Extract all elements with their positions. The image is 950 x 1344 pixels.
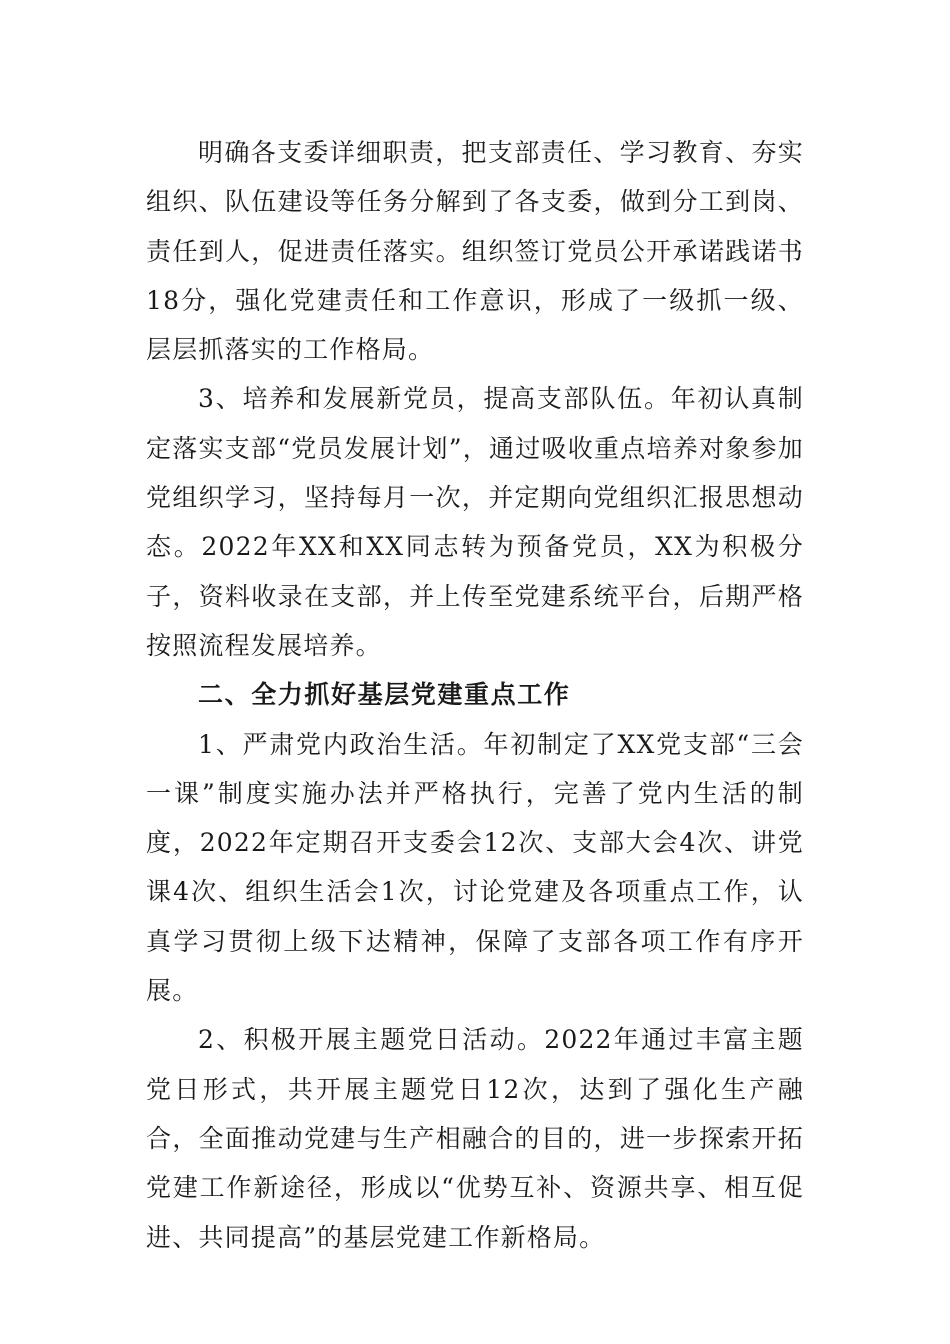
document-body bbox=[146, 128, 804, 1262]
paragraph-new-members: 3、培养和发展新党员，提高支部队伍。年初认真制定落实支部“党员发展计划”，通过吸收重点培养对象参加党组织学习，坚持每月一次，并定期向党组织汇报思想动态。2022年XX和XX同志转为预备党员，XX为积极分子，资料收录在支部，并上传至党建系统平台，后期严格按照流程发展培养。 bbox=[146, 384, 804, 660]
paragraph-theme-day: 2、积极开展主题党日活动。2022年通过丰富主题党日形式，共开展主题党日12次，达到了强化生产融合，全面推动党建与生产相融合的目的，进一步探索开拓党建工作新途径，形成以“优势互补、资源共享、相互促进、共同提高”的基层党建工作新格局。 bbox=[146, 1025, 804, 1252]
paragraph-duty-assignment: 明确各支委详细职责，把支部责任、学习教育、夯实组织、队伍建设等任务分解到了各支委，做到分工到岗、责任到人，促进责任落实。组织签订党员公开承诺践诺书18分，强化党建责任和工作意识，形成了一级抓一级、层层抓落实的工作格局。 bbox=[146, 138, 804, 365]
paragraph-political-life: 1、严肃党内政治生活。年初制定了XX党支部“三会一课”制度实施办法并严格执行，完善了党内生活的制度，2022年定期召开支委会12次、支部大会4次、讲党课4次、组织生活会1次，讨论党建及各项重点工作，认真学习贯彻上级下达精神，保障了支部各项工作有序开展。 bbox=[146, 729, 804, 1006]
section-heading: 二、全力抓好基层党建重点工作 bbox=[198, 680, 571, 710]
